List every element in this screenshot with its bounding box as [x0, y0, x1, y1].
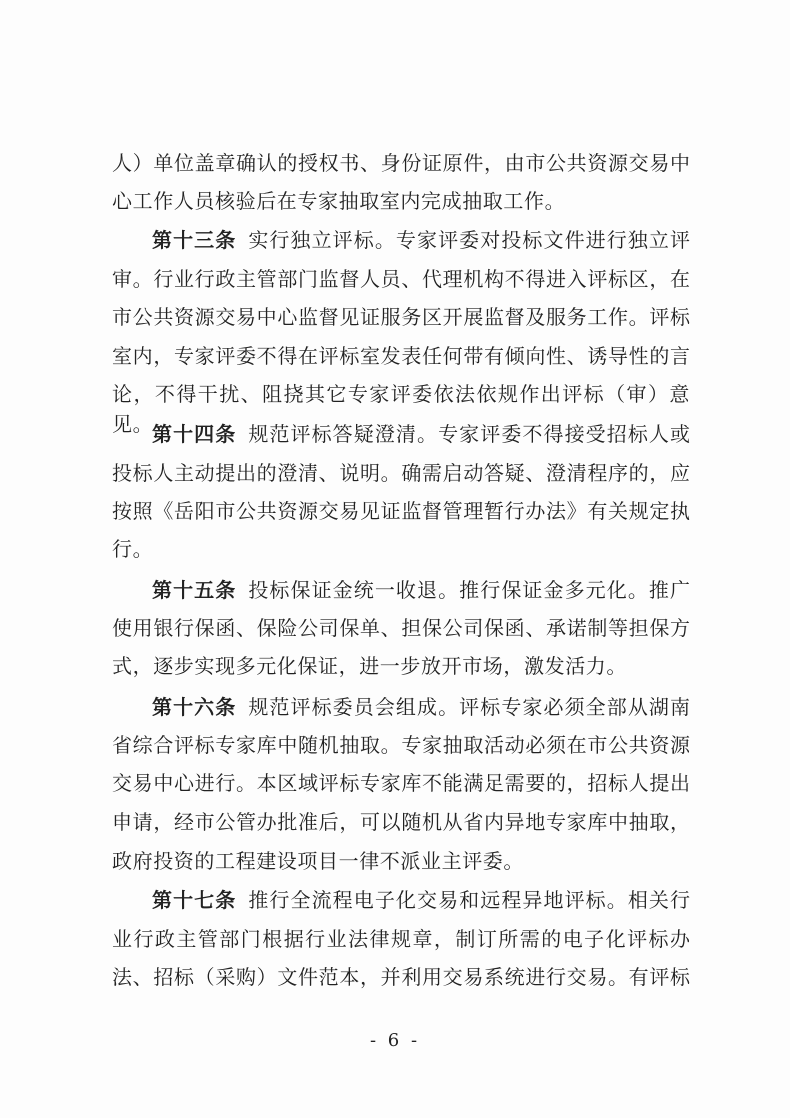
body-text-line — [112, 730, 690, 760]
body-text-line — [112, 846, 690, 876]
line-text: 推行全流程电子化交易和远程异地评标。相关行 — [248, 888, 691, 912]
article-number: 第十四条 — [152, 422, 237, 446]
line-text: 审。行业行政主管部门监督人员、代理机构不得进入评标区，在 — [112, 267, 690, 291]
article-heading-line — [152, 692, 690, 722]
article-number: 第十三条 — [152, 228, 237, 252]
body-text-line — [112, 807, 690, 837]
article-number: 第十五条 — [152, 578, 237, 602]
body-text-line — [112, 768, 690, 798]
line-text: 实行独立评标。专家评委对投标文件进行独立评 — [248, 228, 691, 252]
body-text-line — [112, 651, 690, 681]
body-text-line — [112, 613, 690, 643]
article-heading-line — [152, 419, 690, 449]
line-text: 省综合评标专家库中随机抽取。专家抽取活动必须在市公共资源 — [112, 733, 690, 757]
line-text: 按照《岳阳市公共资源交易见证监督管理暂行办法》有关规定执 — [112, 499, 690, 523]
line-text: 式，逐步实现多元化保证，进一步放开市场，激发活力。 — [112, 654, 627, 678]
body-text-line — [112, 186, 690, 216]
body-text-line — [112, 924, 690, 954]
body-text-line — [112, 148, 690, 178]
line-text: 政府投资的工程建设项目一律不派业主评委。 — [112, 849, 524, 873]
line-text: 使用银行保函、保险公司保单、担保公司保函、承诺制等担保方 — [112, 616, 690, 640]
article-heading-line — [152, 225, 690, 255]
line-text: 市公共资源交易中心监督见证服务区开展监督及服务工作。评标 — [112, 305, 690, 329]
line-text: 人）单位盖章确认的授权书、身份证原件，由市公共资源交易中 — [112, 151, 690, 175]
line-text: 规范评标答疑澄清。专家评委不得接受招标人或 — [248, 422, 691, 446]
article-number: 第十六条 — [152, 695, 237, 719]
line-text: 心工作人员核验后在专家抽取室内完成抽取工作。 — [112, 189, 566, 213]
body-text-line — [112, 458, 690, 488]
body-text-line — [112, 534, 690, 564]
line-text: 申请，经市公管办批准后，可以随机从省内异地专家库中抽取， — [112, 810, 690, 834]
line-text: 交易中心进行。本区域评标专家库不能满足需要的，招标人提出 — [112, 771, 690, 795]
body-text-line — [112, 302, 690, 332]
line-text: 业行政主管部门根据行业法律规章，制订所需的电子化评标办 — [112, 927, 690, 951]
article-number: 第十七条 — [152, 888, 237, 912]
line-text: 室内，专家评委不得在评标室发表任何带有倾向性、诱导性的言 — [112, 344, 690, 368]
article-heading-line — [152, 575, 690, 605]
line-text: 规范评标委员会组成。评标专家必须全部从湖南 — [248, 695, 691, 719]
body-text-line — [112, 962, 690, 992]
line-text: 投标保证金统一收退。推行保证金多元化。推广 — [248, 578, 691, 602]
body-text-line — [112, 341, 690, 371]
line-text: 论，不得干扰、阻挠其它专家评委依法依规作出评标（审）意见。 — [112, 382, 690, 436]
page-number: - 6 - — [369, 1030, 421, 1051]
line-text: 投标人主动提出的澄清、说明。确需启动答疑、澄清程序的，应 — [112, 461, 690, 485]
article-heading-line — [152, 885, 690, 915]
line-text: 行。 — [112, 537, 154, 561]
body-text-line — [112, 264, 690, 294]
line-text: 法、招标（采购）文件范本，并利用交易系统进行交易。有评标 — [112, 965, 690, 989]
body-text-line — [112, 496, 690, 526]
